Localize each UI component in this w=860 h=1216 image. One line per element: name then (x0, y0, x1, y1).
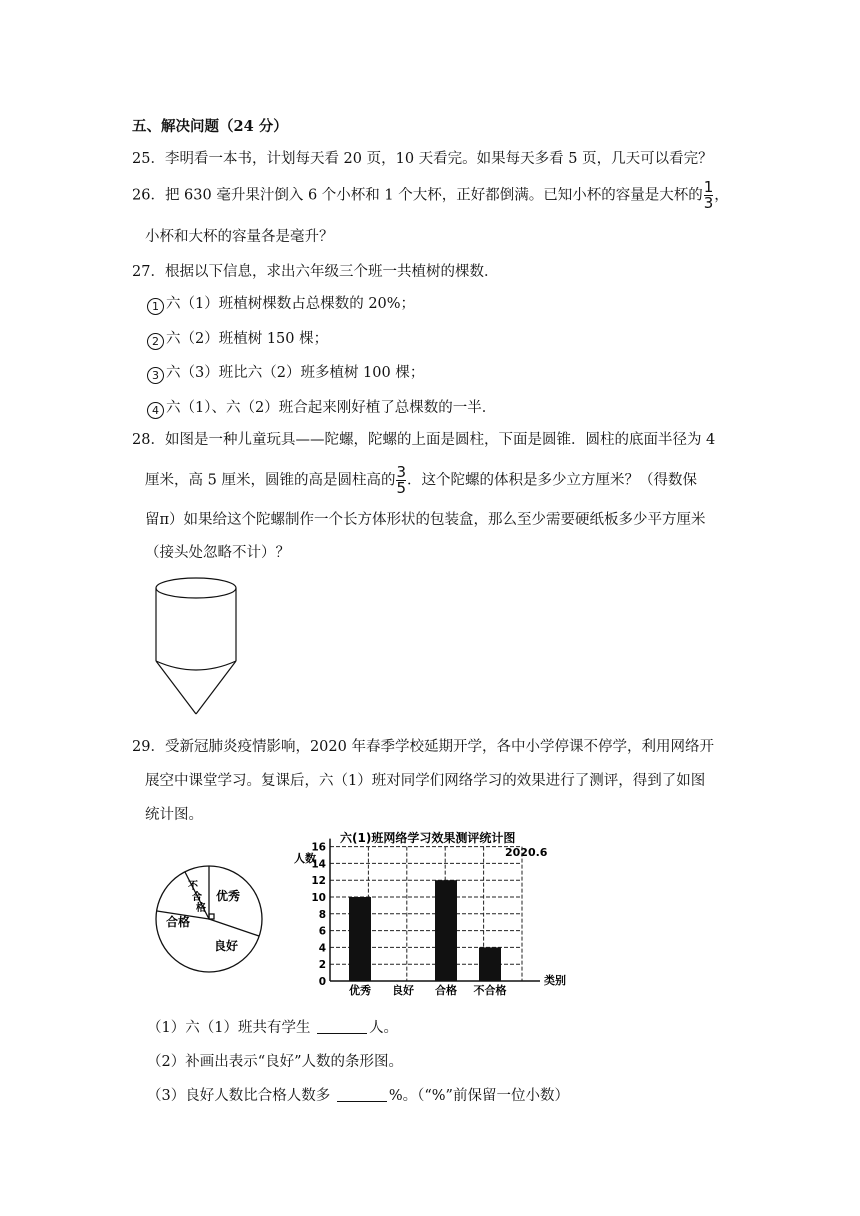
chart-title: 六(1)班网络学习效果测评统计图 (340, 831, 516, 845)
chart-date: 2020.6 (505, 846, 548, 859)
item-text: 六（2）班植树 150 棵； (166, 331, 329, 347)
y-tick-label: 16 (311, 841, 326, 854)
question-28-line3: 留π）如果给这个陀螺制作一个长方体形状的包装盒，那么至少需要硬纸板多少平方厘米 (145, 512, 706, 528)
pie-label-good: 良好 (214, 939, 239, 953)
item-text: 六（1）、六（2）班合起来刚好植了总棵数的一半． (166, 400, 497, 416)
question-27-item-4 (147, 396, 496, 419)
fraction-one-third (704, 180, 714, 211)
cylinder-bottom-arc (156, 661, 236, 670)
bar-2 (435, 880, 457, 981)
fraction-numerator: 1 (703, 178, 714, 196)
sub-question-1-unit: 人。 (369, 1020, 399, 1036)
question-29-line1: 29．受新冠肺炎疫情影响，2020 年春季学校延期开学，各中小学停课不停学，利用网络开 (132, 739, 714, 755)
question-28-text-b: ．这个陀螺的体积是多少立方厘米？（得数保 (407, 472, 697, 489)
y-tick-label: 12 (311, 875, 326, 888)
question-29-line2: 展空中课堂学习。复课后，六（1）班对同学们网络学习的效果进行了测评，得到了如图 (145, 773, 706, 789)
pie-label-fail-2: 合 (192, 892, 202, 903)
item-text: 六（1）班植树棵数占总棵数的 20%； (166, 296, 416, 312)
question-26-text: 26．把 630 毫升果汁倒入 6 个小杯和 1 个大杯，正好都倒满。已知小杯的容量是大杯的 (132, 187, 703, 204)
question-28-text-a: 厘米，高 5 厘米，圆锥的高是圆柱高的 (145, 472, 396, 489)
bar-0 (349, 897, 371, 981)
category-label: 合格 (435, 984, 457, 997)
question-26-line1 (132, 180, 729, 211)
question-26-line2: 小杯和大杯的容量各是毫升？ (145, 229, 334, 245)
circled-number-3: 3 (147, 367, 164, 384)
fraction-three-fifths (396, 465, 406, 496)
y-axis-label: 人数 (294, 852, 316, 865)
pie-label-pass: 合格 (166, 915, 191, 929)
question-26-comma: ， (714, 187, 729, 204)
y-tick-label: 8 (318, 908, 326, 921)
fraction-numerator: 3 (396, 463, 406, 481)
question-27-item-3 (147, 361, 424, 384)
pie-chart (152, 862, 267, 977)
y-tick-label: 6 (318, 925, 326, 938)
pie-label-fail-3: 格 (196, 903, 206, 914)
sub-question-1 (147, 1016, 398, 1037)
question-25: 25．李明看一本书，计划每天看 20 页，10 天看完。如果每天多看 5 页，几天可以看完？ (132, 151, 713, 167)
category-label: 良好 (392, 984, 414, 997)
sub-question-2: （2）补画出表示“良好”人数的条形图。 (147, 1054, 404, 1070)
pie-label-excellent: 优秀 (216, 889, 241, 903)
question-27-item-2 (147, 327, 328, 350)
section-title: 五、解决问题（24 分） (132, 118, 288, 135)
y-tick-label: 4 (318, 942, 326, 955)
cone-right-edge (196, 661, 236, 714)
pie-divider (209, 919, 259, 936)
sub-question-3-text: （3）良好人数比合格人数多 (147, 1088, 331, 1104)
y-tick-label: 0 (318, 976, 326, 988)
question-28-line2 (145, 465, 697, 496)
cylinder-top-ellipse (156, 578, 236, 598)
circled-number-4: 4 (147, 402, 164, 419)
pie-label-fail-1: 不 (188, 881, 198, 892)
category-label: 优秀 (349, 984, 371, 997)
circled-number-2: 2 (147, 333, 164, 350)
answer-blank-3[interactable] (337, 1087, 387, 1102)
cone-left-edge (156, 661, 196, 714)
question-29-line3: 统计图。 (145, 807, 203, 823)
circled-number-1: 1 (147, 298, 164, 315)
fraction-denominator: 3 (703, 194, 714, 212)
sub-question-3-note: %。（“%”前保留一位小数） (388, 1088, 569, 1104)
bar-chart (290, 826, 580, 998)
item-text: 六（3）班比六（2）班多植树 100 棵； (166, 365, 425, 381)
sub-question-1-text: （1）六（1）班共有学生 (147, 1020, 311, 1036)
y-tick-label: 14 (311, 858, 326, 871)
question-28-line1: 28．如图是一种儿童玩具——陀螺，陀螺的上面是圆柱，下面是圆锥．圆柱的底面半径为 4 (132, 432, 716, 448)
sub-question-3 (147, 1084, 569, 1105)
right-angle-mark (209, 914, 214, 919)
y-tick-label: 2 (318, 959, 326, 972)
spinning-top-figure (150, 575, 242, 717)
answer-blank-1[interactable] (317, 1019, 367, 1034)
question-27-item-1 (147, 292, 415, 315)
question-28-line4: （接头处忽略不计）？ (145, 545, 290, 561)
category-label: 不合格 (473, 984, 507, 997)
x-axis-label: 类别 (544, 974, 566, 987)
fraction-denominator: 5 (396, 479, 406, 497)
y-tick-label: 10 (311, 892, 326, 904)
bar-3 (479, 947, 501, 981)
question-27-intro: 27．根据以下信息，求出六年级三个班一共植树的棵数． (132, 264, 499, 280)
